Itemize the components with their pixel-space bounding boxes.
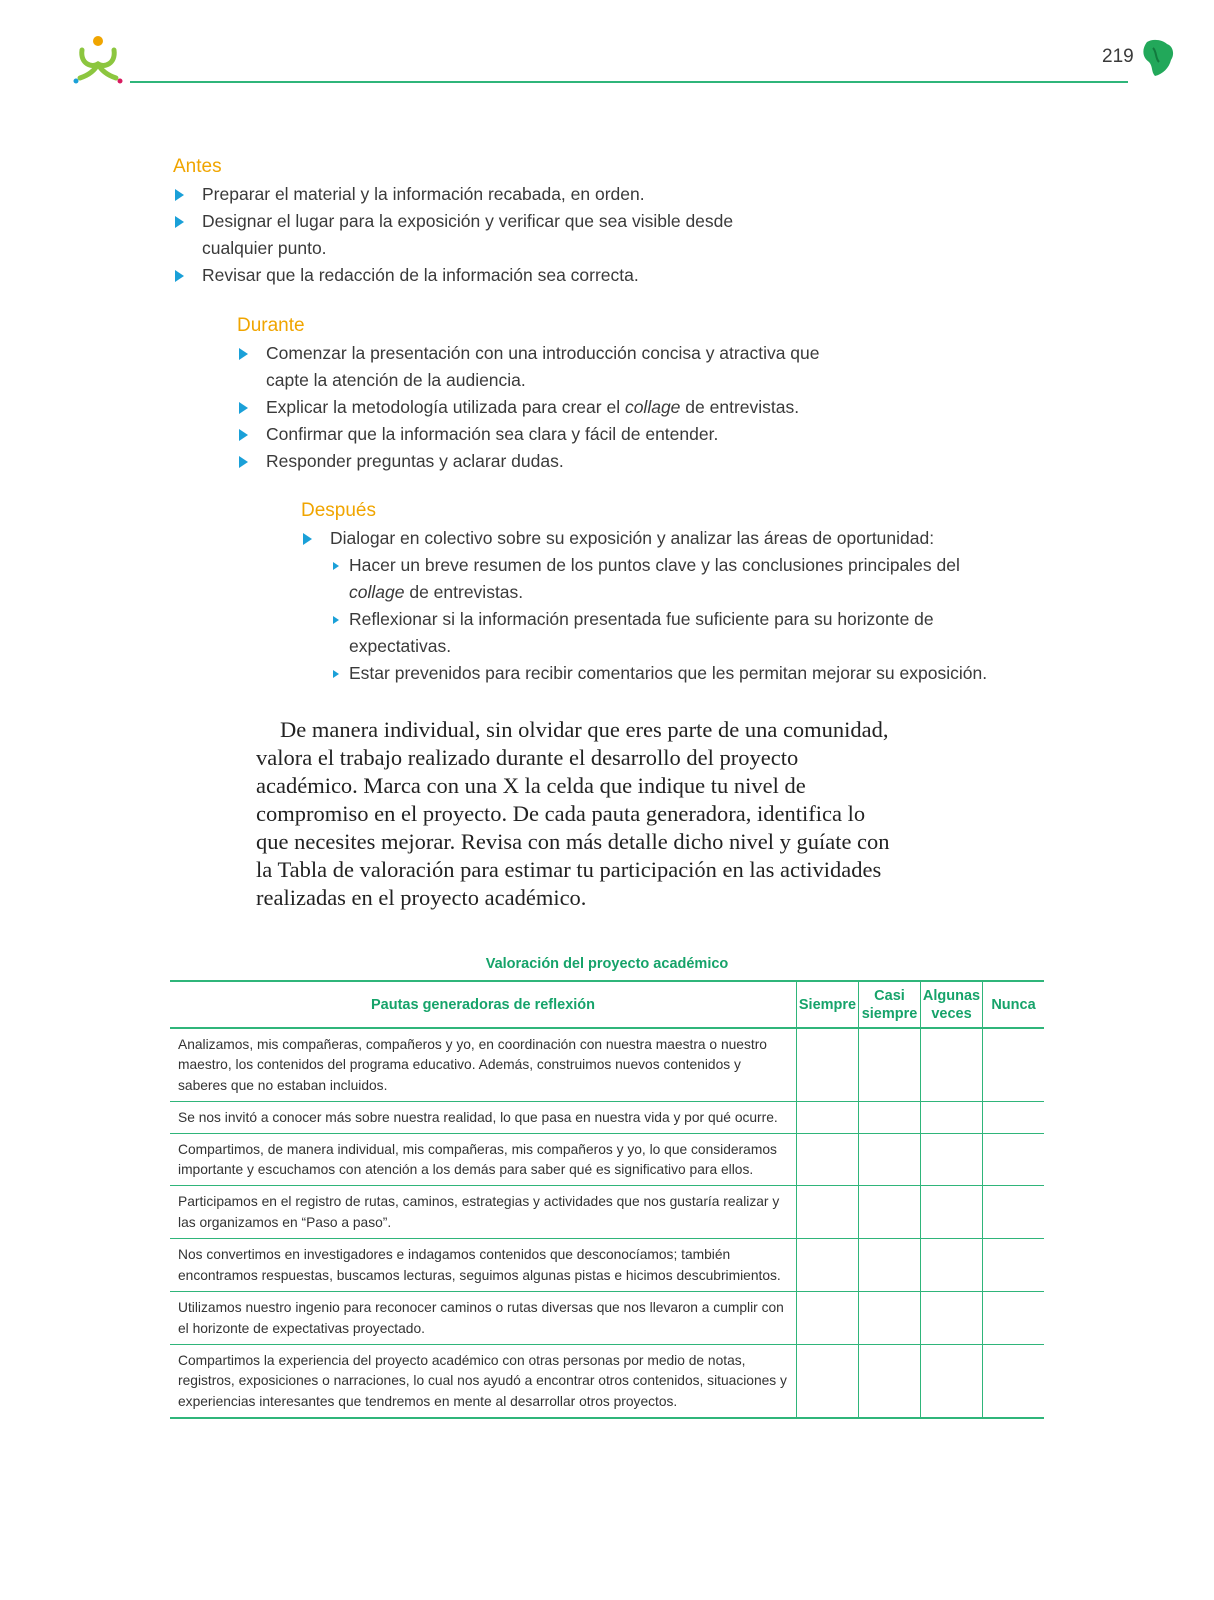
section-title-antes: Antes xyxy=(173,156,222,177)
list-item: Explicar la metodología utilizada para crear el collage de entrevistas. xyxy=(237,394,827,421)
header-siempre: Siempre xyxy=(797,981,859,1028)
mark-cell-nunca[interactable] xyxy=(983,1345,1045,1419)
section-title-durante: Durante xyxy=(237,315,305,336)
table-title: Valoración del proyecto académico xyxy=(485,956,729,972)
sub-list-item: Reflexionar si la información presentada fue suficiente para su horizonte de expectativas. xyxy=(330,606,991,660)
bullet-triangle-icon xyxy=(303,533,312,545)
table-row xyxy=(170,1345,1044,1419)
row-text: Analizamos, mis compañeras, compañeros y yo, en coordinación con nuestra maestra o nuestro maestro, los contenidos del programa educativo. Además, construimos nuevos contenidos y saberes que no estaban incluidos. xyxy=(170,1028,797,1102)
mark-cell-siempre[interactable] xyxy=(797,1292,859,1345)
page-number: 219 xyxy=(1102,46,1134,67)
bullet-triangle-icon xyxy=(175,189,184,201)
sub-list-item: Estar prevenidos para recibir comentarios que les permitan mejorar su exposición. xyxy=(330,660,991,687)
row-text: Se nos invitó a conocer más sobre nuestra realidad, lo que pasa en nuestra vida y por qué ocurre. xyxy=(170,1102,797,1134)
bullet-small-triangle-icon xyxy=(333,616,339,624)
table-row xyxy=(170,1239,1044,1292)
table-header-row xyxy=(170,981,1044,1028)
mark-cell-siempre[interactable] xyxy=(797,1028,859,1102)
mark-cell-algunas-veces[interactable] xyxy=(921,1134,983,1186)
list-item: Responder preguntas y aclarar dudas. xyxy=(237,448,827,475)
mark-cell-nunca[interactable] xyxy=(983,1186,1045,1239)
header-rule xyxy=(130,81,1128,83)
stylized-person-logo-icon xyxy=(72,34,124,86)
list-item: Confirmar que la información sea clara y fácil de entender. xyxy=(237,421,827,448)
header-algunas-veces: Algunas veces xyxy=(921,981,983,1028)
table-row xyxy=(170,1292,1044,1345)
bullet-triangle-icon xyxy=(239,348,248,360)
header-casi-siempre: Casi siempre xyxy=(859,981,921,1028)
sub-list xyxy=(330,552,991,687)
bullet-small-triangle-icon xyxy=(333,670,339,678)
sub-list-item: Hacer un breve resumen de los puntos clave y las conclusiones principales del collage de entrevistas. xyxy=(330,552,991,606)
mark-cell-nunca[interactable] xyxy=(983,1028,1045,1102)
list-item: Comenzar la presentación con una introducción concisa y atractiva que capte la atención de la audiencia. xyxy=(237,340,827,394)
section-durante xyxy=(237,315,827,475)
row-text: Compartimos, de manera individual, mis compañeras, mis compañeros y yo, lo que consideramos importante y escuchamos con atención a los demás para saber qué es significativo para ellos. xyxy=(170,1134,797,1186)
mark-cell-algunas-veces[interactable] xyxy=(921,1292,983,1345)
mark-cell-nunca[interactable] xyxy=(983,1134,1045,1186)
row-text: Compartimos la experiencia del proyecto académico con otras personas por medio de notas, registros, exposiciones o narraciones, lo cual nos ayudó a encontrar otros contenidos, situaciones y experiencias interesantes que tendremos en mente al desarrollar otros proyectos. xyxy=(170,1345,797,1419)
mark-cell-siempre[interactable] xyxy=(797,1134,859,1186)
mark-cell-nunca[interactable] xyxy=(983,1292,1045,1345)
mark-cell-casi-siempre[interactable] xyxy=(859,1102,921,1134)
bullet-triangle-icon xyxy=(239,429,248,441)
mark-cell-casi-siempre[interactable] xyxy=(859,1186,921,1239)
bullet-triangle-icon xyxy=(175,216,184,228)
list-item: Designar el lugar para la exposición y verificar que sea visible desde cualquier punto. xyxy=(173,208,753,262)
mark-cell-casi-siempre[interactable] xyxy=(859,1028,921,1102)
table-row xyxy=(170,1028,1044,1102)
row-text: Nos convertimos en investigadores e indagamos contenidos que desconocíamos; también encontramos respuestas, buscamos lecturas, seguimos algunas pistas e hicimos descubrimientos. xyxy=(170,1239,797,1292)
row-text: Utilizamos nuestro ingenio para reconocer caminos o rutas diversas que nos llevaron a cumplir con el horizonte de expectativas proyectado. xyxy=(170,1292,797,1345)
mark-cell-algunas-veces[interactable] xyxy=(921,1239,983,1292)
evaluation-table xyxy=(170,980,1044,1419)
mark-cell-casi-siempre[interactable] xyxy=(859,1239,921,1292)
row-text: Participamos en el registro de rutas, caminos, estrategias y actividades que nos gustaría realizar y las organizamos en “Paso a paso”. xyxy=(170,1186,797,1239)
green-figure-icon xyxy=(1139,38,1175,78)
bullet-triangle-icon xyxy=(239,402,248,414)
bullet-triangle-icon xyxy=(175,270,184,282)
mark-cell-siempre[interactable] xyxy=(797,1186,859,1239)
bullet-triangle-icon xyxy=(239,456,248,468)
table-row xyxy=(170,1102,1044,1134)
mark-cell-algunas-veces[interactable] xyxy=(921,1028,983,1102)
mark-cell-casi-siempre[interactable] xyxy=(859,1345,921,1419)
instructions-paragraph: De manera individual, sin olvidar que eres parte de una comunidad, valora el trabajo realizado durante el desarrollo del proyecto académico. Marca con una X la celda que indique tu nivel de compromiso en el proyecto. De cada pauta generadora, identifica lo que necesites mejorar. Revisa con más detalle dicho nivel y guíate con la Tabla de valoración para estimar tu participación en las actividades realizadas en el proyecto académico. xyxy=(256,717,890,910)
list-item: Revisar que la redacción de la información sea correcta. xyxy=(173,262,753,289)
mark-cell-algunas-veces[interactable] xyxy=(921,1186,983,1239)
mark-cell-casi-siempre[interactable] xyxy=(859,1134,921,1186)
list-item: Dialogar en colectivo sobre su exposición y analizar las áreas de oportunidad: Hacer un breve resumen de los puntos clave y las conclusiones principales del collage de entrevistas. Reflexionar si la información presentada fue suficiente para su horizonte de expectativas. Estar prevenidos para recibir comentarios que les permitan mejorar su exposición. xyxy=(301,525,991,687)
table-row xyxy=(170,1186,1044,1239)
mark-cell-siempre[interactable] xyxy=(797,1239,859,1292)
mark-cell-nunca[interactable] xyxy=(983,1102,1045,1134)
header-nunca: Nunca xyxy=(983,981,1045,1028)
list-item: Preparar el material y la información recabada, en orden. xyxy=(173,181,753,208)
mark-cell-casi-siempre[interactable] xyxy=(859,1292,921,1345)
bullet-small-triangle-icon xyxy=(333,562,339,570)
table-row xyxy=(170,1134,1044,1186)
section-despues xyxy=(301,500,991,687)
mark-cell-siempre[interactable] xyxy=(797,1345,859,1419)
section-title-despues: Después xyxy=(301,500,376,521)
mark-cell-siempre[interactable] xyxy=(797,1102,859,1134)
mark-cell-nunca[interactable] xyxy=(983,1239,1045,1292)
section-antes xyxy=(173,156,753,289)
header-pautas: Pautas generadoras de reflexión xyxy=(170,981,797,1028)
mark-cell-algunas-veces[interactable] xyxy=(921,1102,983,1134)
mark-cell-algunas-veces[interactable] xyxy=(921,1345,983,1419)
